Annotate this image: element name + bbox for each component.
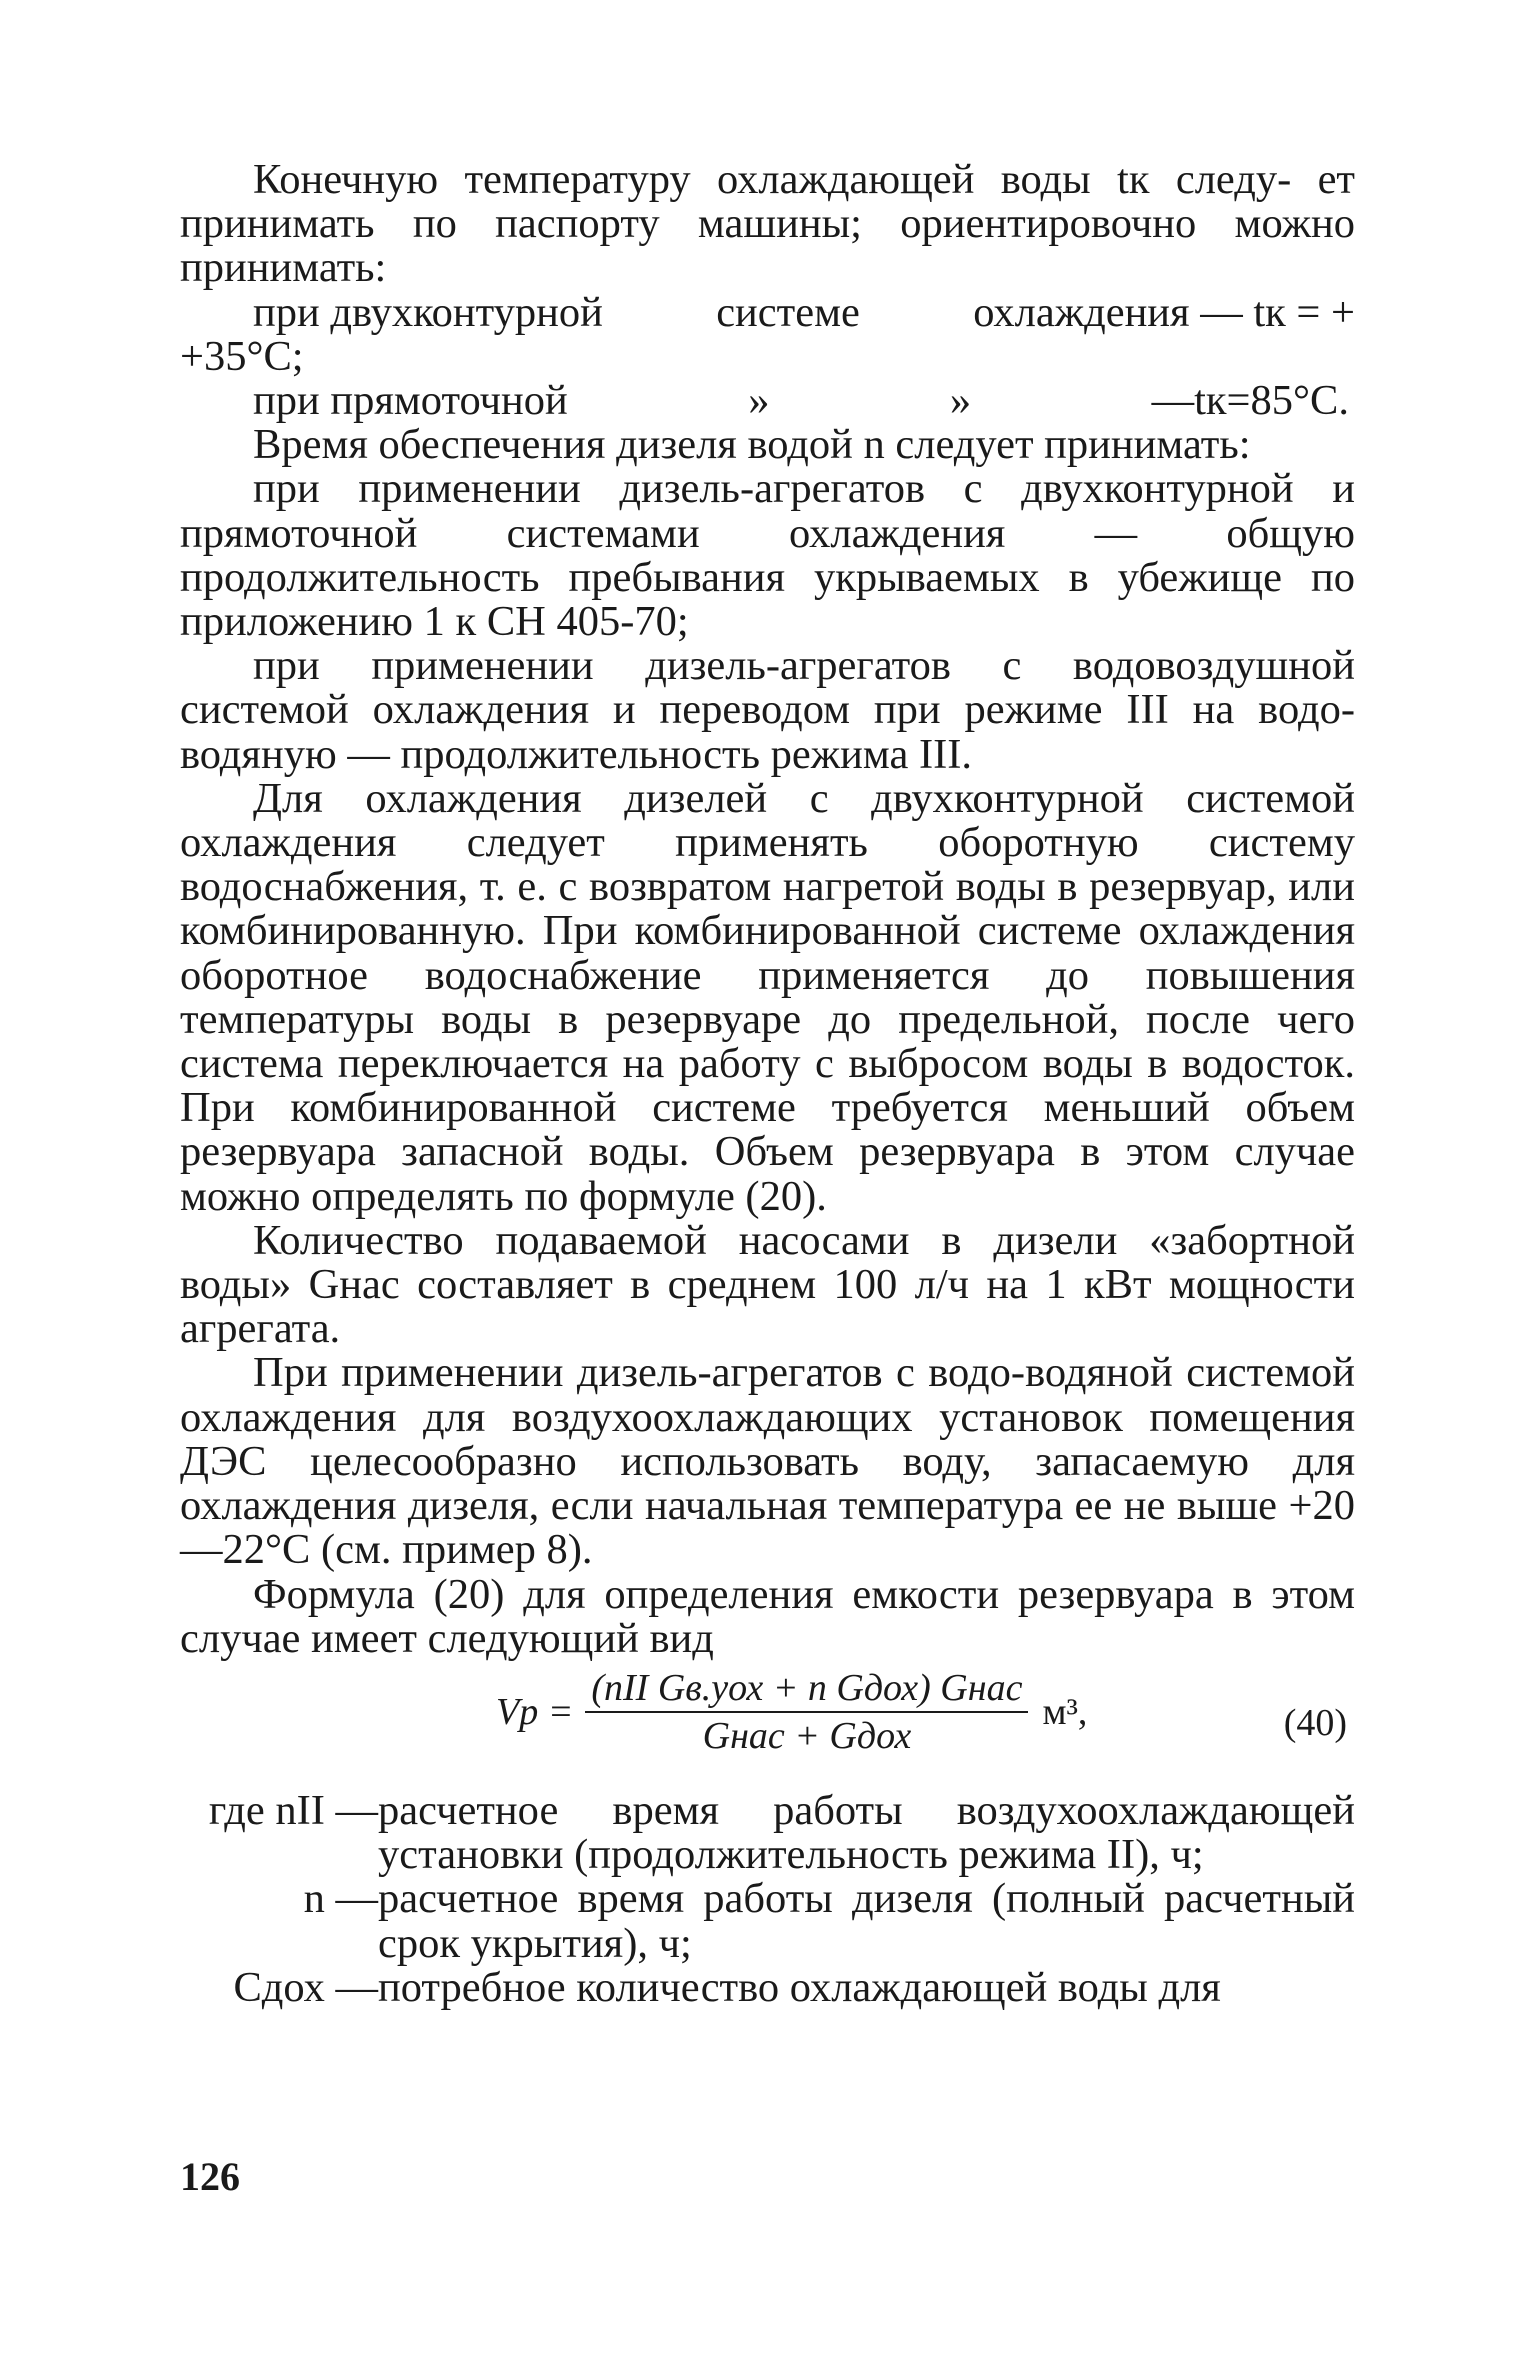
definition-text: расчетное время работы дизеля (полный расчетный срок укрытия), ч; bbox=[378, 1875, 1355, 1967]
line-direct-flow bbox=[180, 379, 1355, 423]
formula-40 bbox=[180, 1665, 1355, 1783]
equation-number: (40) bbox=[1283, 1701, 1347, 1744]
text-line: Конечную температуру охлаждающей воды tк следу- bbox=[253, 156, 1292, 203]
page-body bbox=[180, 158, 1355, 2010]
formula-expression bbox=[496, 1665, 1087, 1759]
paragraph-final-temperature bbox=[180, 158, 1355, 291]
formula-fraction bbox=[585, 1665, 1028, 1759]
definition-item bbox=[180, 1786, 1355, 1879]
definition-text: расчетное время работы воздухоохлаждающей установки (продолжительность режима II), ч; bbox=[378, 1786, 1355, 1879]
paragraph-water-time: Время обеспечения дизеля водой n следует принимать: bbox=[253, 421, 1251, 469]
text-line: ет принимать по паспорту машины; ориентировочно bbox=[180, 156, 1355, 248]
formula-numerator: (nII Gв.уох + n Gдох) Gнас bbox=[591, 1666, 1023, 1709]
formula-denominator: Gнас + Gдох bbox=[702, 1714, 912, 1757]
paragraph-intake-water: Количество подаваемой насосами в дизели «забортной воды» Gнас составляет в среднем 100 л/ч на 1 кВт мощности агрегата. bbox=[180, 1216, 1355, 1353]
paragraph-dual-direct: при применении дизель-агрегатов с двухконтурной и прямоточной системами охлаждения — общую продолжительность пребывания укрываемых в убежище по приложению 1 к СН 405-70; bbox=[180, 465, 1355, 646]
text-cell: при двухконтурной bbox=[253, 288, 603, 336]
formula-unit: м³, bbox=[1042, 1690, 1088, 1733]
definition-symbol: где nII — bbox=[208, 1786, 378, 1834]
paragraph-water-air: при применении дизель-агрегатов с водовоздушной системой охлаждения и переводом при режиме III на водо-водяную — продолжительность режима III. bbox=[180, 642, 1355, 778]
definition-text: потребное количество охлаждающей воды для bbox=[378, 1963, 1221, 2011]
paragraph-circulating: Для охлаждения дизелей с двухконтурной системой охлаждения следует применять оборотную систему водоснабжения, т. е. с возвратом нагретой воды в резервуар, или комбинированную. При комбинированной системе охлаждения оборотное водоснабжение применяется до повышения температуры воды в резервуаре до предельной, после чего система переключается на работу с выбросом воды в водосток. При комбинированной системе требуется меньший объем резервуара запасной воды. Объем резервуара в этом случае можно определять по формуле (20). bbox=[180, 774, 1355, 1220]
ditto-mark: » bbox=[949, 377, 972, 425]
paragraph-water-water: При применении дизель-агрегатов с водо-водяной системой охлаждения для воздухоохлаждающих установок помещения ДЭС целесообразно использовать воду, запасаемую для охлаждения дизеля, если начальная температура ее не выше +20—22°С (см. пример 8). bbox=[180, 1349, 1355, 1574]
text-cell: системе bbox=[716, 288, 860, 336]
text-line: можно принимать: bbox=[180, 200, 1355, 292]
definition-list bbox=[180, 1786, 1355, 2011]
paragraph-formula-intro: Формула (20) для определения емкости резервуара в этом случае имеет следующий вид bbox=[180, 1570, 1355, 1662]
definition-item bbox=[180, 1877, 1355, 1965]
line-dual-circuit bbox=[180, 288, 1355, 336]
page-number: 126 bbox=[180, 2154, 240, 2199]
definition-symbol: Cдох — bbox=[233, 1963, 378, 2011]
formula-lhs: Vр = bbox=[496, 1690, 574, 1733]
text-line: +35°С; bbox=[180, 332, 304, 380]
text-cell: при прямоточной bbox=[253, 377, 568, 425]
ditto-mark: » bbox=[748, 377, 770, 425]
definition-symbol: n — bbox=[303, 1875, 378, 1923]
text-cell: охлаждения — tк = + bbox=[973, 288, 1355, 336]
definition-item bbox=[180, 1963, 1355, 2011]
text-cell: —tк=85°С. bbox=[1151, 377, 1349, 425]
